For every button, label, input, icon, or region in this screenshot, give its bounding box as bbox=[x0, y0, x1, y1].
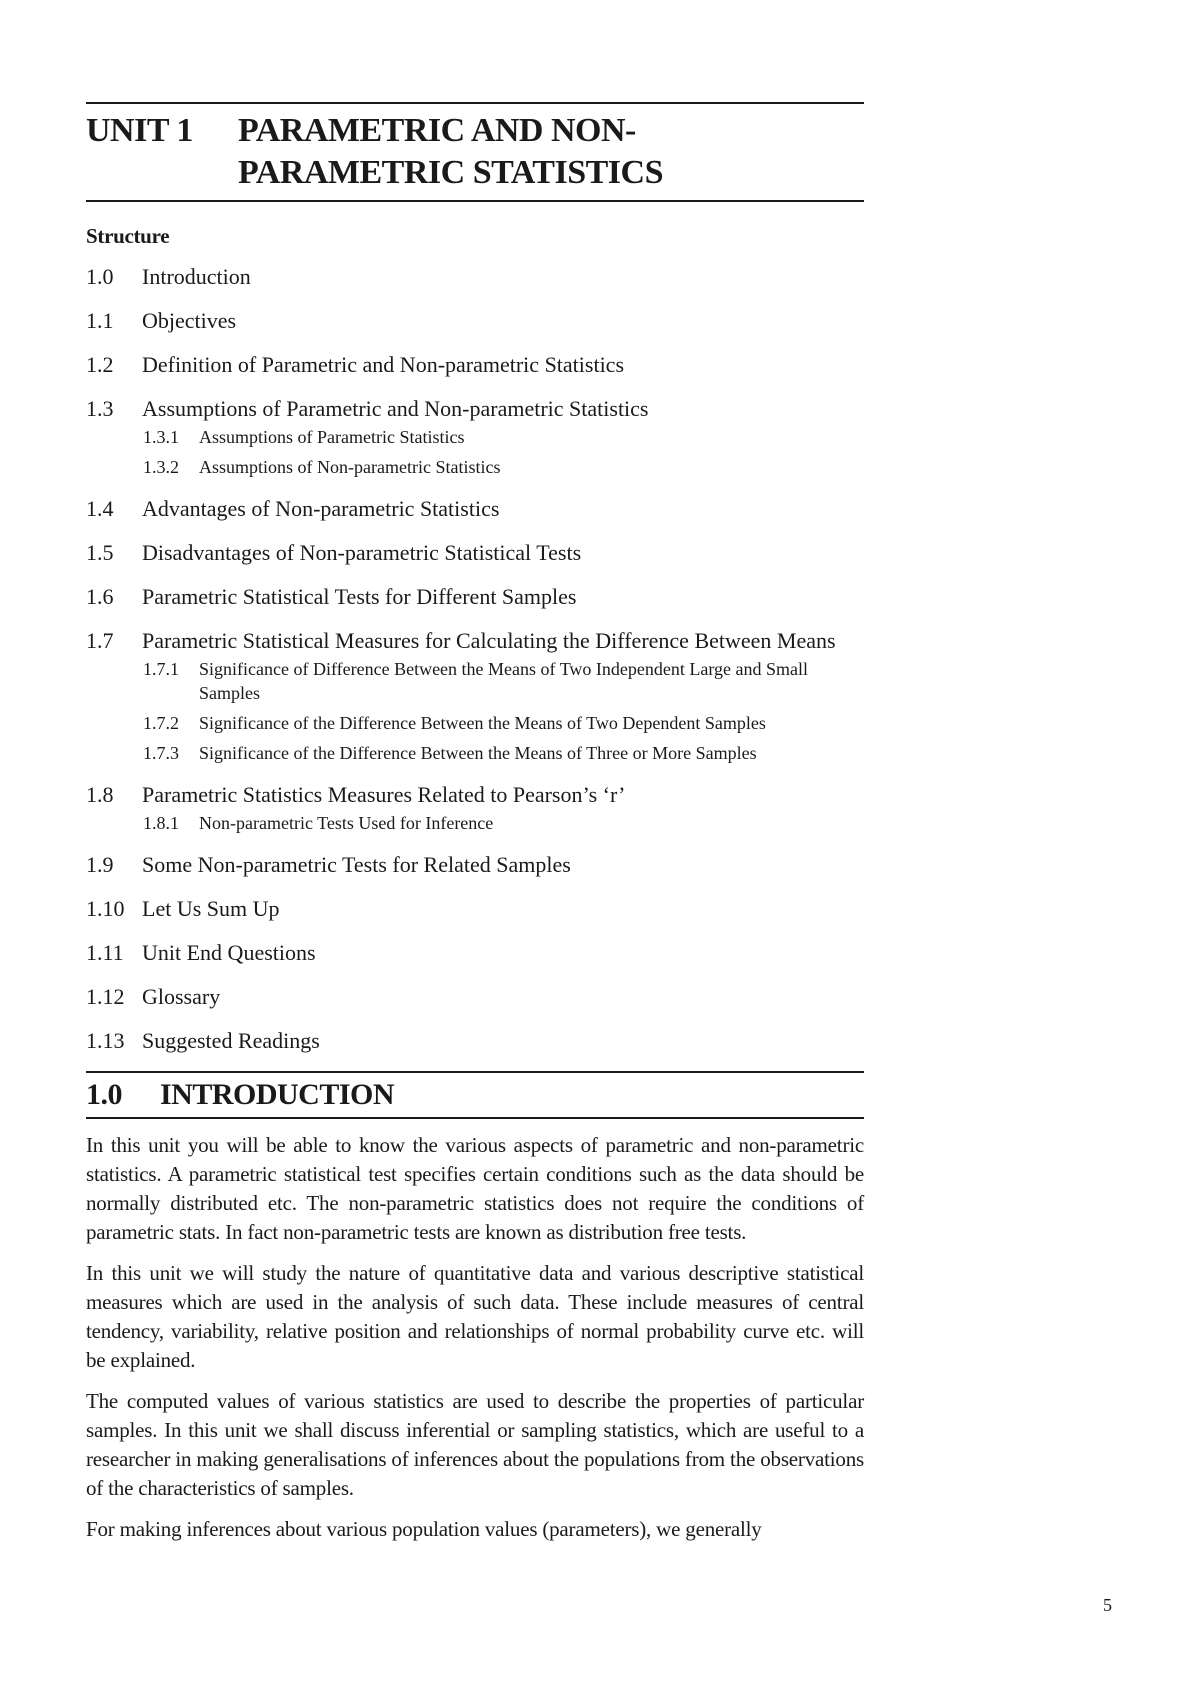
toc-item-title: Let Us Sum Up bbox=[142, 896, 280, 921]
unit-number: UNIT 1 bbox=[86, 112, 193, 149]
intro-paragraph-1: In this unit you will be able to know the various aspects of parametric and non-parametric statistics. A parametric statistical test specifies certain conditions such as the data should be normally distributed etc. The non-parametric statistics does not require the conditions of parametric stats. In fact non-parametric tests are known as distribution free tests. bbox=[86, 1133, 864, 1244]
toc-subitem-title: Significance of the Difference Between the Means of Two Dependent Samples bbox=[199, 713, 766, 733]
page-content bbox=[86, 0, 864, 1544]
toc-item-title: Advantages of Non-parametric Statistics bbox=[142, 496, 500, 521]
toc-subitem-number: 1.7.3 bbox=[143, 743, 179, 763]
toc-item-number: 1.2 bbox=[86, 352, 114, 377]
toc-item-number: 1.13 bbox=[86, 1028, 125, 1053]
toc-item-number: 1.9 bbox=[86, 852, 114, 877]
toc-item-number: 1.4 bbox=[86, 496, 114, 521]
toc-item bbox=[86, 627, 864, 655]
toc-item bbox=[86, 351, 864, 379]
table-of-contents bbox=[86, 263, 864, 1055]
toc-subitem-title: Non-parametric Tests Used for Inference bbox=[199, 813, 494, 833]
toc-item bbox=[86, 781, 864, 809]
toc-subitem bbox=[143, 741, 864, 765]
toc-subitem-number: 1.7.1 bbox=[143, 659, 179, 679]
unit-title-line-1: PARAMETRIC AND NON- bbox=[238, 112, 636, 149]
structure-label: Structure bbox=[86, 224, 170, 248]
section-title: INTRODUCTION bbox=[160, 1078, 395, 1111]
toc-item bbox=[86, 495, 864, 523]
toc-subitem-number: 1.7.2 bbox=[143, 713, 179, 733]
toc-item-number: 1.10 bbox=[86, 896, 125, 921]
intro-paragraph-2: In this unit we will study the nature of quantitative data and various descriptive statistical measures which are used in the analysis of such data. These include measures of central tendency, variability, relative position and relationships of normal probability curve etc. will be explained. bbox=[86, 1261, 864, 1372]
toc-item bbox=[86, 307, 864, 335]
toc-subitem-number: 1.3.2 bbox=[143, 457, 179, 477]
toc-item-number: 1.0 bbox=[86, 264, 114, 289]
page-number: 5 bbox=[1103, 1595, 1112, 1615]
toc-item bbox=[86, 939, 864, 967]
toc-item-title: Suggested Readings bbox=[142, 1028, 320, 1053]
toc-item bbox=[86, 983, 864, 1011]
toc-item-title: Some Non-parametric Tests for Related Samples bbox=[142, 852, 571, 877]
intro-paragraph-4: For making inferences about various population values (parameters), we generally bbox=[86, 1517, 762, 1541]
toc-item-number: 1.12 bbox=[86, 984, 125, 1009]
toc-subitem-title: Significance of the Difference Between the Means of Three or More Samples bbox=[199, 743, 757, 763]
toc-item-title: Assumptions of Parametric and Non-parametric Statistics bbox=[142, 396, 649, 421]
intro-paragraph-3: The computed values of various statistics are used to describe the properties of particular samples. In this unit we shall discuss inferential or sampling statistics, which are useful to a researcher in making generalisations of inferences about the populations from the observations of the characteristics of samples. bbox=[86, 1389, 864, 1500]
toc-item bbox=[86, 895, 864, 923]
toc-item-title: Definition of Parametric and Non-parametric Statistics bbox=[142, 352, 625, 377]
toc-subitem-title: Assumptions of Non-parametric Statistics bbox=[199, 457, 501, 477]
toc-item-number: 1.8 bbox=[86, 782, 114, 807]
toc-item-number: 1.5 bbox=[86, 540, 114, 565]
toc-item-title: Glossary bbox=[142, 984, 221, 1009]
toc-item-number: 1.11 bbox=[86, 940, 124, 965]
toc-item bbox=[86, 539, 864, 567]
section-heading bbox=[86, 1071, 864, 1119]
toc-item-number: 1.6 bbox=[86, 584, 114, 609]
toc-item-number: 1.1 bbox=[86, 308, 114, 333]
toc-item bbox=[86, 851, 864, 879]
unit-title-line-2: PARAMETRIC STATISTICS bbox=[238, 154, 663, 191]
toc-item-title: Unit End Questions bbox=[142, 940, 316, 965]
toc-item-number: 1.7 bbox=[86, 628, 114, 653]
unit-heading bbox=[86, 102, 864, 202]
toc-item bbox=[86, 1027, 864, 1055]
toc-item-title: Objectives bbox=[142, 308, 237, 333]
toc-subitem bbox=[143, 455, 864, 479]
toc-item-title: Disadvantages of Non-parametric Statistical Tests bbox=[142, 540, 582, 565]
toc-subitem-number: 1.8.1 bbox=[143, 813, 179, 833]
toc-subitem-title: Assumptions of Parametric Statistics bbox=[199, 427, 465, 447]
toc-item bbox=[86, 395, 864, 423]
toc-item-title: Introduction bbox=[142, 264, 251, 289]
section-number: 1.0 bbox=[86, 1078, 122, 1111]
toc-subitem bbox=[143, 811, 864, 835]
toc-subitem bbox=[143, 425, 864, 449]
toc-subitem bbox=[143, 657, 864, 705]
unit-title bbox=[238, 110, 864, 194]
toc-item bbox=[86, 263, 864, 291]
toc-item-title: Parametric Statistics Measures Related to Pearson’s ‘r’ bbox=[142, 782, 626, 807]
toc-item-title: Parametric Statistical Measures for Calculating the Difference Between Means bbox=[142, 628, 836, 653]
toc-item-number: 1.3 bbox=[86, 396, 114, 421]
toc-subitem bbox=[143, 711, 864, 735]
toc-subitem-title: Significance of Difference Between the Means of Two Independent Large and Small Samples bbox=[199, 659, 809, 703]
toc-item bbox=[86, 583, 864, 611]
toc-subitem-number: 1.3.1 bbox=[143, 427, 179, 447]
toc-item-title: Parametric Statistical Tests for Different Samples bbox=[142, 584, 577, 609]
